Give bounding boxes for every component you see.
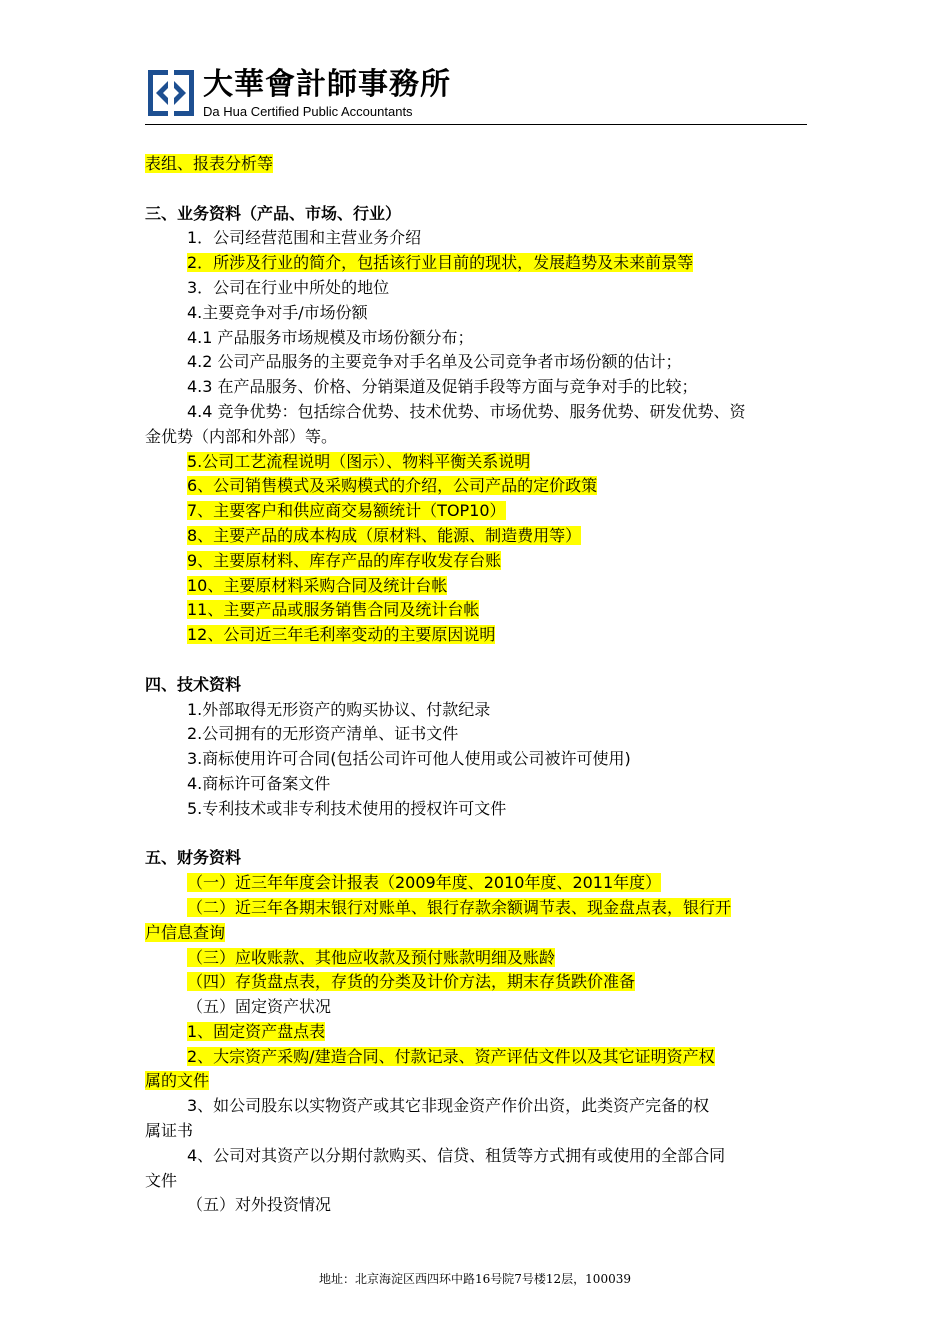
list-item: 9、主要原材料、库存产品的库存收发存台账 (187, 550, 502, 570)
list-item: （二）近三年各期末银行对账单、银行存款余额调节表、现金盘点表，银行开 (187, 897, 732, 917)
firm-name-en: Da Hua Certified Public Accountants (203, 104, 413, 119)
section-heading-business: 三、业务资料（产品、市场、行业） (145, 203, 402, 223)
list-item: 10、主要原材料采购合同及统计台帐 (187, 575, 448, 595)
list-item: 1、固定资产盘点表 (187, 1021, 326, 1041)
list-item: （五）对外投资情况 (187, 1195, 332, 1215)
list-item: 4.1 产品服务市场规模及市场份额分布； (187, 327, 474, 347)
letterhead (145, 66, 807, 126)
list-item: 1.外部取得无形资产的购买协议、付款纪录 (187, 699, 491, 719)
list-item: 7、主要客户和供应商交易额统计（TOP10） (187, 501, 506, 521)
list-item: 4.3 在产品服务、价格、分销渠道及促销手段等方面与竞争对手的比较； (187, 377, 698, 397)
list-item: 4.商标许可备案文件 (187, 773, 331, 793)
list-item: 5.专利技术或非专利技术使用的授权许可文件 (187, 798, 507, 818)
list-item: （一）近三年年度会计报表（2009年度、2010年度、2011年度） (187, 873, 662, 893)
list-item: 3．公司在行业中所处的地位 (187, 277, 390, 297)
footer-address: 地址：北京海淀区西四环中路16号院7号楼12层，100039 (319, 1272, 631, 1286)
text-line: 表组、报表分析等 (145, 154, 274, 173)
list-item: （四）存货盘点表，存货的分类及计价方法，期末存货跌价准备 (187, 972, 636, 992)
list-item: 8、主要产品的成本构成（原材料、能源、制造费用等） (187, 525, 582, 545)
list-item: 3.商标使用许可合同(包括公司许可他人使用或公司被许可使用) (187, 749, 631, 769)
list-item: 2、大宗资产采购/建造合同、付款记录、资产评估文件以及其它证明资产权 (187, 1046, 715, 1066)
list-item: 11、主要产品或服务销售合同及统计台帐 (187, 600, 480, 620)
section-heading-technical: 四、技术资料 (145, 674, 242, 694)
list-item: 4、公司对其资产以分期付款购买、信贷、租赁等方式拥有或使用的全部合同 (187, 1145, 726, 1165)
list-item: 2．所涉及行业的简介，包括该行业目前的现状，发展趋势及未来前景等 (187, 253, 694, 273)
list-item: 6、公司销售模式及采购模式的介绍，公司产品的定价政策 (187, 476, 598, 496)
list-item: 12、公司近三年毛利率变动的主要原因说明 (187, 625, 496, 645)
list-item: 2.公司拥有的无形资产清单、证书文件 (187, 724, 459, 744)
document-body (145, 152, 807, 1218)
list-item: 3、如公司股东以实物资产或其它非现金资产作价出资，此类资产完备的权 (187, 1096, 710, 1116)
list-item: 4.主要竞争对手/市场份额 (187, 302, 368, 322)
dahua-logo-icon (148, 70, 194, 116)
firm-name-cn: 大華會計師事務所 (203, 67, 451, 102)
list-item: 4.4 竞争优势：包括综合优势、技术优势、市场优势、服务优势、研发优势、资 (187, 401, 746, 421)
list-item-continued: 金优势（内部和外部）等。 (145, 426, 338, 446)
header-rule (145, 124, 807, 125)
list-item-continued: 属证书 (145, 1121, 194, 1141)
list-item-continued: 属的文件 (145, 1071, 210, 1091)
section-heading-financial: 五、财务资料 (145, 848, 242, 868)
list-item: （五）固定资产状况 (187, 997, 332, 1017)
list-item: 4.2 公司产品服务的主要竞争对手名单及公司竞争者市场份额的估计； (187, 352, 682, 372)
list-item: （三）应收账款、其他应收款及预付账款明细及账龄 (187, 947, 556, 967)
list-item-continued: 文件 (145, 1170, 178, 1190)
list-item: 1．公司经营范围和主营业务介绍 (187, 228, 422, 248)
list-item: 5.公司工艺流程说明（图示）、物料平衡关系说明 (187, 451, 531, 471)
list-item-continued: 户信息查询 (145, 922, 226, 942)
